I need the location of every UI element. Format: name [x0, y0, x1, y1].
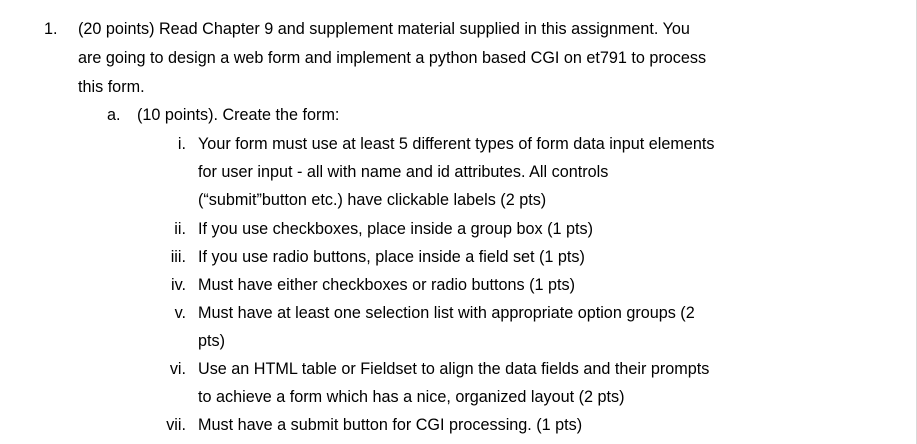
question-number: 1.: [44, 20, 58, 38]
item-i-marker: i.: [177, 135, 186, 153]
item-v-line-2: pts): [198, 332, 225, 350]
item-iii-marker: iii.: [170, 248, 186, 266]
item-ii-line-1: If you use checkboxes, place inside a group box (1 pts): [198, 220, 594, 238]
item-vi-line-1: Use an HTML table or Fieldset to align the data fields and their prompts: [198, 360, 710, 378]
part-a-text: (10 points). Create the form:: [137, 106, 340, 124]
item-ii-marker: ii.: [174, 220, 186, 238]
item-iii-line-1: If you use radio buttons, place inside a field set (1 pts): [198, 248, 585, 266]
part-a-marker: a.: [107, 106, 121, 124]
item-vi-marker: vi.: [169, 360, 186, 378]
item-iv-line-1: Must have either checkboxes or radio buttons (1 pts): [198, 276, 575, 294]
item-i-line-1: Your form must use at least 5 different types of form data input elements: [198, 135, 715, 153]
question-text-line-2: are going to design a web form and implement a python based CGI on et791 to process: [78, 49, 707, 67]
question-text-line-3: this form.: [78, 78, 145, 96]
item-i-line-2: for user input - all with name and id attributes. All controls: [198, 163, 609, 181]
item-v-marker: v.: [174, 304, 186, 322]
item-vii-marker: vii.: [166, 416, 186, 434]
item-vii-line-1: Must have a submit button for CGI processing. (1 pts): [198, 416, 583, 434]
item-i-line-3: (“submit”button etc.) have clickable labels (2 pts): [198, 191, 547, 209]
item-iv-marker: iv.: [171, 276, 186, 294]
question-text-line-1: (20 points) Read Chapter 9 and supplement material supplied in this assignment. You: [78, 20, 690, 38]
item-v-line-1: Must have at least one selection list with appropriate option groups (2: [198, 304, 695, 322]
item-vi-line-2: to achieve a form which has a nice, organized layout (2 pts): [198, 388, 625, 406]
